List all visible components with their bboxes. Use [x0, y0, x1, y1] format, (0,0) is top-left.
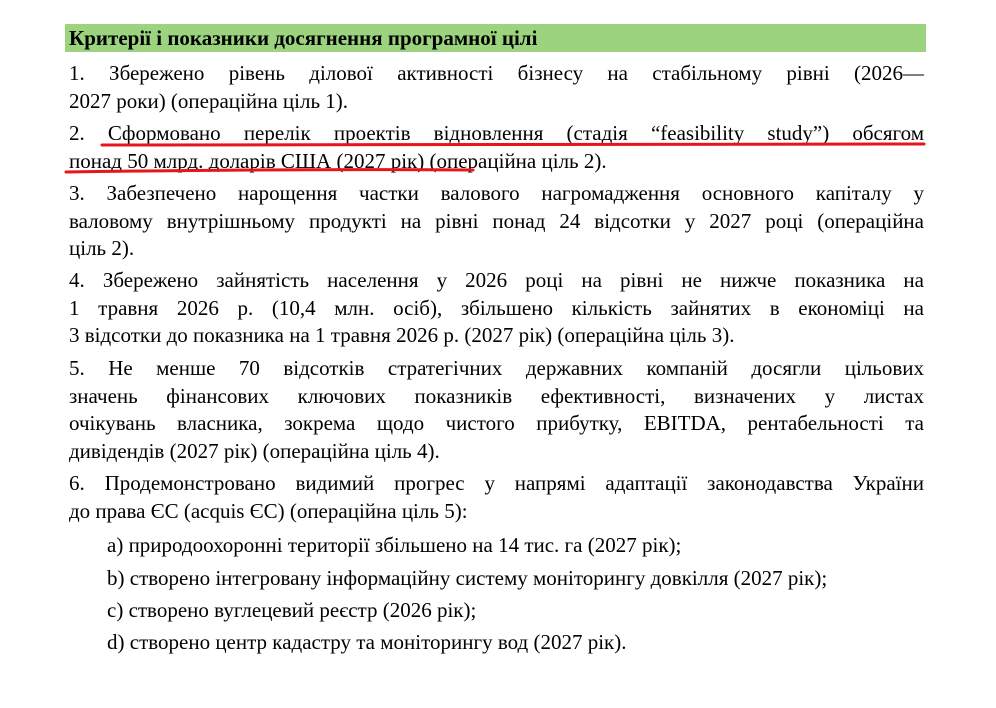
item-4-line-1: 4. Збережено зайнятість населення у 2026 році на рівні не нижче показника на [69, 268, 924, 292]
item-1-line-2: 2027 роки) (операційна ціль 1). [69, 89, 349, 113]
item-5-line-3: очікувань власника, зокрема щодо чистого прибутку, EBITDA, рентабельності та [69, 411, 924, 435]
item-1-line-1: 1. Збережено рівень ділової активності бізнесу на стабільному рівні (2026— [69, 61, 924, 85]
item-6-line-2: до права ЄС (acquis ЄС) (операційна ціль 5): [69, 499, 468, 523]
subitem-c: c) створено вуглецевий реєстр (2026 рік); [107, 598, 477, 622]
item-5-line-4: дивідендів (2027 рік) (операційна ціль 4). [69, 439, 440, 463]
item-2-line-2: понад 50 млрд. доларів США (2027 рік) (операційна ціль 2). [69, 149, 607, 173]
subitem-d: d) створено центр кадастру та моніторингу вод (2027 рік). [107, 630, 627, 654]
item-5-line-1: 5. Не менше 70 відсотків стратегічних державних компаній досягли цільових [69, 356, 924, 380]
item-5-line-2: значень фінансових ключових показників ефективності, визначених у листах [69, 384, 924, 408]
item-3-line-1: 3. Забезпечено нарощення частки валового нагромадження основного капіталу у [69, 181, 924, 205]
item-4-line-2: 1 травня 2026 р. (10,4 млн. осіб), збільшено кількість зайнятих в економіці на [69, 296, 924, 320]
item-2-line-1: 2. Сформовано перелік проектів відновлення (стадія “feasibility study”) обсягом [69, 121, 924, 145]
item-6-line-1: 6. Продемонстровано видимий прогрес у напрямі адаптації законодавства України [69, 471, 924, 495]
subitem-a: a) природоохоронні території збільшено на 14 тис. га (2027 рік); [107, 533, 682, 557]
item-4-line-3: 3 відсотки до показника на 1 травня 2026 р. (2027 рік) (операційна ціль 3). [69, 323, 735, 347]
item-3-line-3: ціль 2). [69, 236, 135, 260]
subitem-b: b) створено інтегровану інформаційну систему моніторингу довкілля (2027 рік); [107, 566, 828, 590]
item-3-line-2: валовому внутрішньому продукті на рівні понад 24 відсотки у 2027 році (операційна [69, 209, 924, 233]
section-heading: Критерії і показники досягнення програмної цілі [69, 26, 538, 50]
